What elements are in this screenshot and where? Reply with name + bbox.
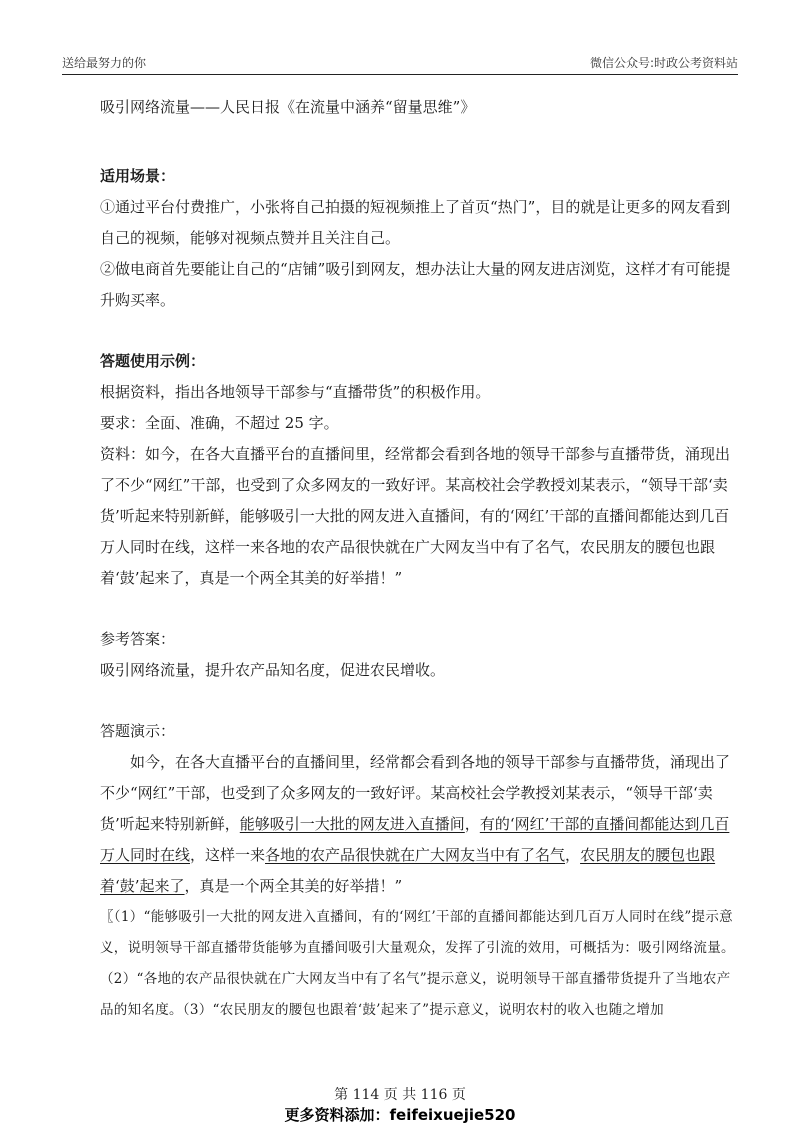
document-body [100, 92, 740, 1026]
example-requirement: 要求：全面、准确，不超过 25 字。 [100, 414, 339, 432]
scenarios-heading: 适用场景： [100, 167, 176, 185]
header-slogan: 送给最努力的你 [62, 56, 147, 70]
underlined-point: 有的‘网红’干部的直播间都能达到几百万人同时在线 [100, 815, 730, 864]
demo-text: 如今，在各大直播平台的直播间里，经常都会看到各地的领导干部参与直播带货，涌现出了不少“网红”干部，也受到了众多网友的一致好评。某高校社会学教授刘某表示，“领导干部‘卖货’听起来特别新鲜， [100, 753, 731, 833]
section-title: 吸引网络流量——人民日报《在流量中涵养“留量思维”》 [100, 98, 476, 116]
example-question: 根据资料，指出各地领导干部参与“直播带货”的积极作用。 [100, 383, 491, 401]
underlined-point: 农民朋友的腰包也跟着‘鼓’起来了 [100, 846, 716, 895]
scenario-item: ①通过平台付费推广，小张将自己拍摄的短视频推上了首页“热门”，目的就是让更多的网友看到自己的视频，能够对视频点赞并且关注自己。 [100, 198, 731, 247]
page-number: 第 114 页 共 116 页 [334, 1087, 466, 1103]
reference-heading: 参考答案： [100, 630, 176, 648]
demo-text: ， [565, 846, 581, 864]
page-header [62, 52, 738, 75]
footer-contact: 更多资料添加：feifeixuejie520 [284, 1106, 516, 1124]
demo-analysis: 〖（1）“能够吸引一大批的网友进入直播间，有的‘网红’干部的直播间都能达到几百万人同时在线”提示意义，说明领导干部直播带货能够为直播间吸引大量观众，发挥了引流的效用，可概括为：吸引网络流量。（2）“各地的农产品很快就在广大网友当中有了名气”提示意义，说明领导干部直播带货提升了当地农产品的知名度。（3）“农民朋友的腰包也跟着‘鼓’起来了”提示意义，说明农村的收入也随之增加 [100, 909, 735, 1018]
example-material: 资料：如今，在各大直播平台的直播间里，经常都会看到各地的领导干部参与直播带货，涌现出了不少“网红”干部，也受到了众多网友的一致好评。某高校社会学教授刘某表示，“领导干部‘卖货’听起来特别新鲜，能够吸引一大批的网友进入直播间，有的‘网红’干部的直播间都能达到几百万人同时在线，这样一来各地的农产品很快就在广大网友当中有了名气，农民朋友的腰包也跟着‘鼓’起来了，真是一个两全其美的好举措！” [100, 445, 731, 587]
demo-heading: 答题演示： [100, 722, 176, 740]
demo-text: ， [464, 815, 480, 833]
example-heading: 答题使用示例： [100, 352, 206, 370]
underlined-point: 能够吸引一大批的网友进入直播间 [239, 815, 465, 833]
scenario-item: ②做电商首先要能让自己的“店铺”吸引到网友，想办法让大量的网友进店浏览，这样才有可能提升购买率。 [100, 260, 731, 309]
demo-text: ，这样一来 [190, 846, 266, 864]
reference-answer: 吸引网络流量，提升农产品知名度，促进农民增收。 [100, 661, 446, 679]
header-wechat-account: 微信公众号:时政公考资料站 [589, 56, 738, 70]
demo-paragraph [100, 747, 740, 902]
underlined-point: 各地的农产品很快就在广大网友当中有了名气 [265, 846, 566, 864]
demo-text: ，真是一个两全其美的好举措！” [184, 877, 403, 895]
